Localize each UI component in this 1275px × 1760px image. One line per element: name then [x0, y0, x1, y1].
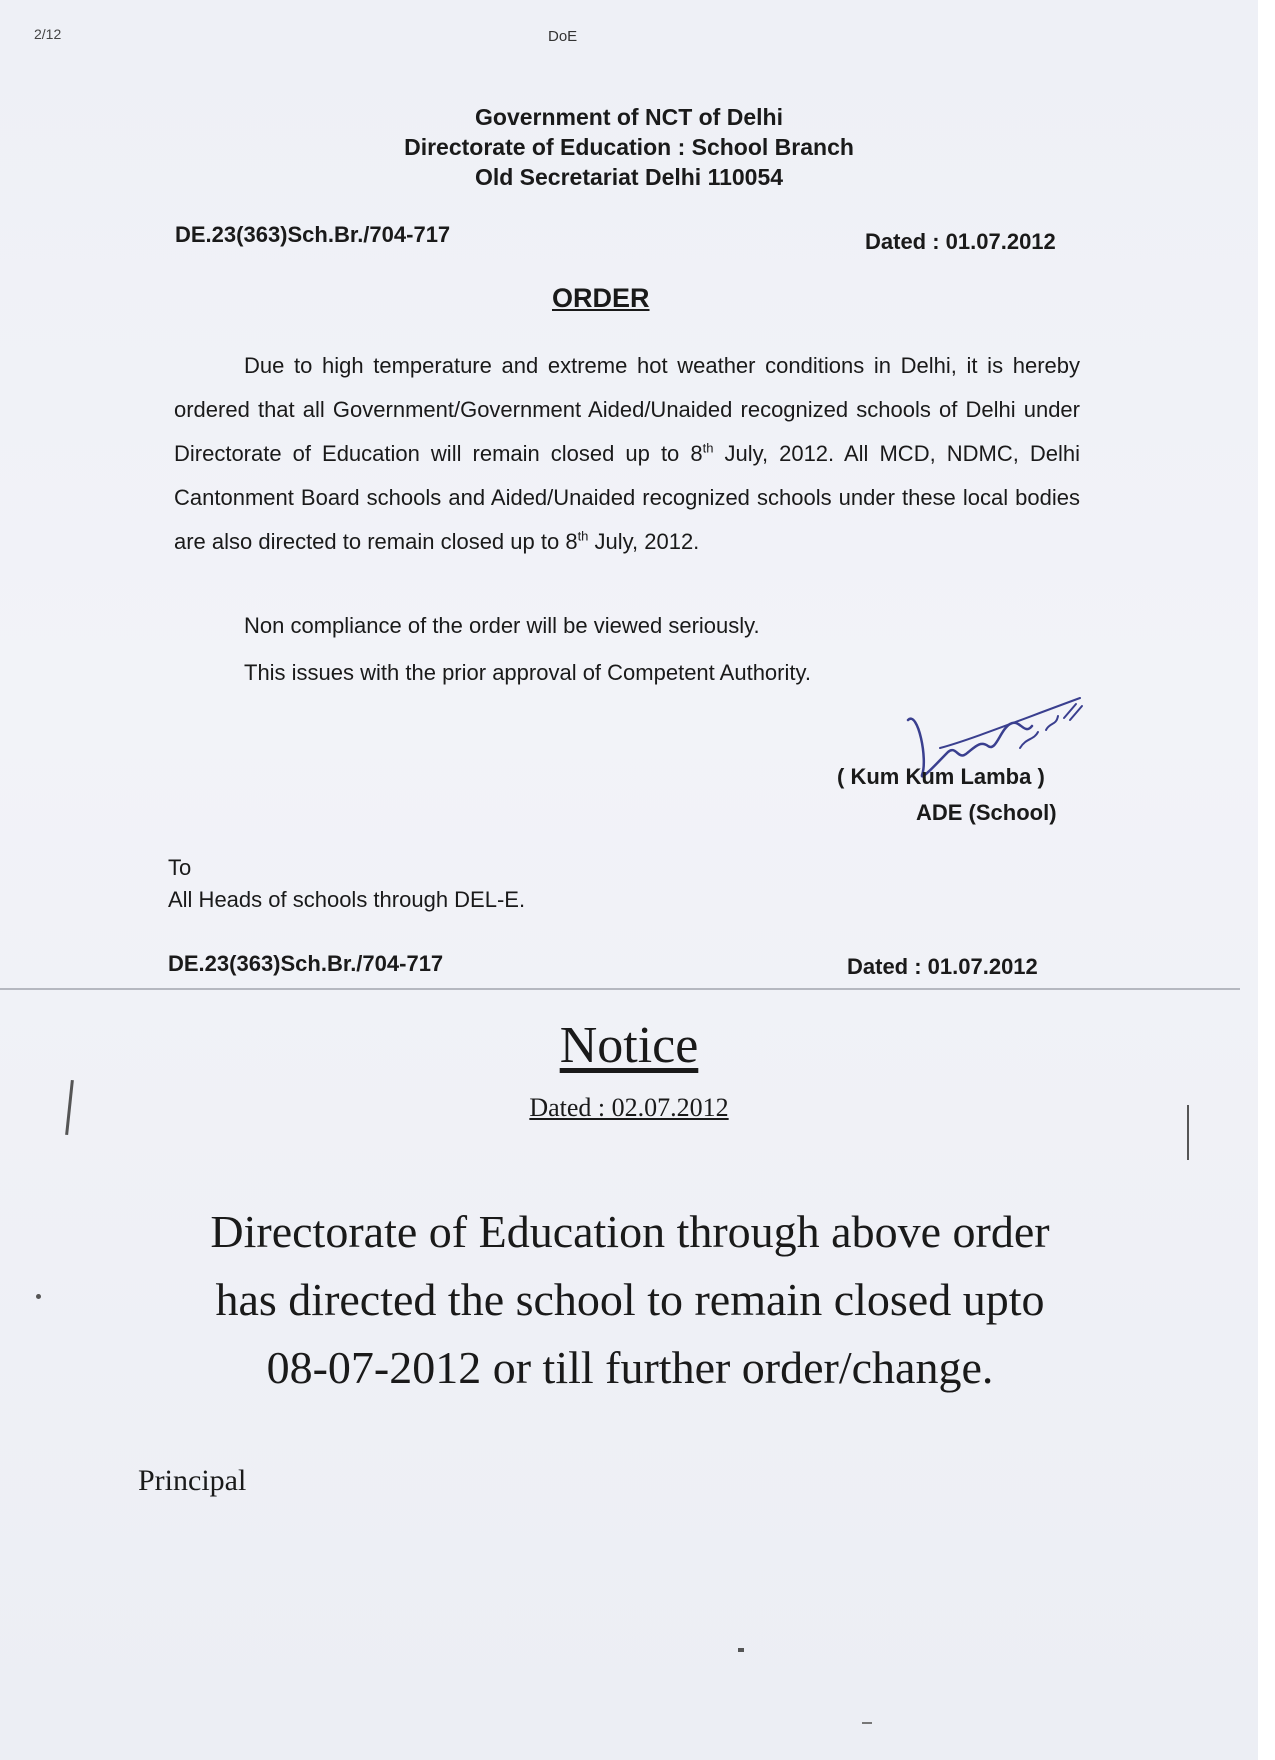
principal-signoff: Principal [138, 1464, 247, 1497]
to-recipients: All Heads of schools through DEL-E. [168, 887, 526, 912]
order-paragraph-text-1: Due to high temperature and extreme hot weather conditions in Delhi, it is hereby ordered that all Government/Government Aided/Unaided recognized schools of Delhi under Directorate of Education will remain closed up to 8 [174, 353, 1080, 466]
notice-date: Dated : 02.07.2012 [529, 1093, 729, 1122]
paste-fold-line [0, 988, 1240, 990]
notice-line-1: Directorate of Education through above order [210, 1206, 1050, 1257]
scan-speck [862, 1722, 872, 1724]
header-line-government: Government of NCT of Delhi [475, 104, 783, 130]
scan-speck [738, 1648, 744, 1652]
superscript-th-1: th [702, 440, 714, 456]
notice-body [120, 1198, 1140, 1402]
order-paragraph-compliance: Non compliance of the order will be viewed seriously. [244, 613, 760, 638]
order-paragraph-main [174, 344, 1080, 564]
header-line-address: Old Secretariat Delhi 110054 [474, 164, 784, 190]
notice-title: Notice [559, 1017, 699, 1074]
footer-date: Dated : 01.07.2012 [847, 954, 1038, 979]
scan-edge-margin [1258, 0, 1275, 1760]
top-mark: DoE [548, 28, 578, 45]
order-paragraph-approval: This issues with the prior approval of Competent Authority. [244, 660, 811, 685]
order-title: ORDER [552, 283, 650, 313]
to-label: To [168, 855, 192, 880]
signatory-name: ( Kum Kum Lamba ) [837, 764, 1045, 789]
order-date: Dated : 01.07.2012 [865, 229, 1056, 254]
signatory-designation: ADE (School) [916, 800, 1057, 825]
notice-line-3: 08-07-2012 or till further order/change. [266, 1342, 994, 1393]
order-paragraph-text-3: July, 2012. [588, 529, 700, 554]
header-line-directorate: Directorate of Education : School Branch [404, 134, 854, 160]
superscript-th-2: th [577, 528, 589, 544]
scan-speck [36, 1294, 41, 1299]
footer-reference-number: DE.23(363)Sch.Br./704-717 [168, 951, 444, 976]
order-paragraph-text-2: July, 2012. All MCD, NDMC, Delhi Cantonment Board schools and Aided/Unaided recognized schools under these local bodies are also directed to remain closed up to 8 [174, 441, 1081, 554]
page-number: 2/12 [34, 26, 62, 42]
notice-line-2: has directed the school to remain closed upto [215, 1274, 1045, 1325]
order-reference-number: DE.23(363)Sch.Br./704-717 [175, 222, 451, 247]
scan-artifact-right [1187, 1105, 1189, 1160]
